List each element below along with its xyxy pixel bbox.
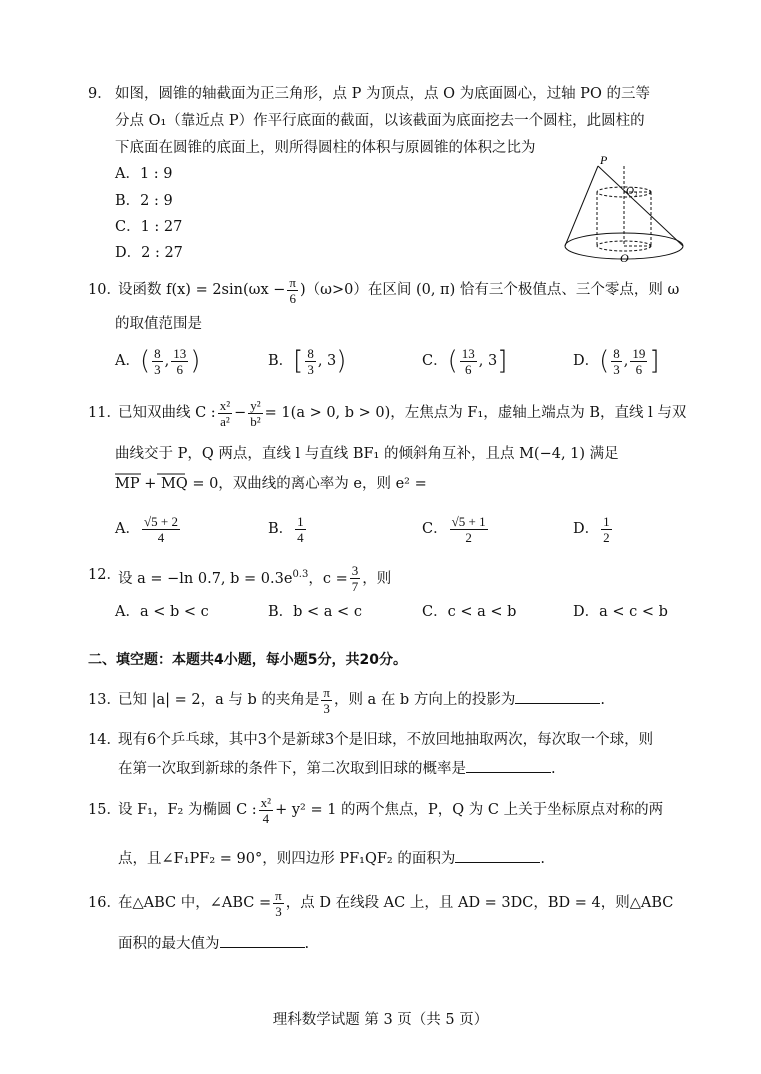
page-footer: 理科数学试题 第 3 页（共 5 页） bbox=[272, 1012, 489, 1028]
q10-a-d1: 3 bbox=[154, 361, 161, 377]
q10-option-c-label: C． bbox=[422, 353, 448, 369]
q11-option-a-label: A． bbox=[115, 521, 140, 537]
q16-line-1-b: ，点 D 在线段 AC 上，且 AD = 3DC，BD = 4，则△ABC bbox=[285, 895, 674, 911]
q13-end: . bbox=[600, 692, 605, 708]
cone-label-o: O bbox=[620, 251, 629, 265]
q10-b-tail: , 3 bbox=[317, 353, 337, 369]
q11-option-a[interactable] bbox=[115, 511, 182, 547]
q16-number: 16． bbox=[88, 895, 121, 911]
q12-option-b[interactable]: B．b < a < c bbox=[268, 604, 362, 620]
q15-frac-num: x² bbox=[260, 794, 272, 810]
q12-option-d[interactable]: D．a < c < b bbox=[573, 604, 668, 620]
q9-option-d[interactable]: D．2 : 27 bbox=[115, 245, 183, 261]
q9-option-a[interactable]: A．1 : 9 bbox=[115, 166, 173, 182]
cone-label-p: P bbox=[600, 153, 608, 167]
q11-f2-num: y² bbox=[250, 397, 261, 413]
q10-d-n1: 8 bbox=[613, 345, 620, 361]
q11-option-d[interactable] bbox=[573, 511, 614, 547]
q11-option-d-label: D． bbox=[573, 521, 600, 537]
q10-c-d1: 6 bbox=[465, 361, 472, 377]
q10-option-a[interactable]: A．( $\frac{8}{3}$ , $\frac{13}{6}$ ) bbox=[115, 345, 201, 377]
q10-option-b[interactable]: B．[ $\frac{8}{3}$ , 3) bbox=[268, 345, 347, 377]
q10-number: 10． bbox=[88, 282, 121, 298]
q11-number: 11． bbox=[88, 405, 121, 421]
q13-line-1 bbox=[118, 682, 605, 718]
q12-line-1-b: ，c = bbox=[308, 570, 348, 587]
q13-text-a: 已知 |a| = 2，a 与 b 的夹角是 bbox=[118, 692, 320, 708]
q12-line-1-a: 设 a = −ln 0.7, b = 0.3e bbox=[118, 570, 293, 587]
q14-line-2 bbox=[118, 758, 556, 779]
q10-c-n1: 13 bbox=[461, 345, 475, 361]
q11-d-den: 2 bbox=[603, 529, 610, 545]
q10-option-d-label: D． bbox=[573, 353, 600, 369]
q11-line-3: MP + MQ = 0，双曲线的离心率为 e，则 e² = bbox=[115, 476, 427, 492]
q11-option-c-label: C． bbox=[422, 521, 448, 537]
q10-option-c[interactable]: C．( $\frac{13}{6}$ , 3] bbox=[422, 345, 508, 377]
q15-line-1 bbox=[118, 792, 663, 828]
q11-minus: − bbox=[234, 405, 247, 421]
q10-option-a-label: A． bbox=[115, 353, 140, 369]
q10-frac-den: 6 bbox=[289, 290, 296, 306]
q10-a-n2: 13 bbox=[173, 345, 187, 361]
q12-exponent: 0.3 bbox=[292, 569, 309, 580]
q12-number: 12． bbox=[88, 567, 121, 583]
q11-a-num: √5 + 2 bbox=[143, 513, 178, 529]
q9-option-c[interactable]: C．1 : 27 bbox=[115, 219, 183, 235]
q16-frac-num: π bbox=[275, 887, 282, 903]
q12-option-c[interactable]: C．c < a < b bbox=[422, 604, 517, 620]
q13-number: 13． bbox=[88, 692, 121, 708]
q10-a-d2: 6 bbox=[176, 361, 183, 377]
q16-line-1-a: 在△ABC 中，∠ABC = bbox=[118, 895, 272, 911]
q10-option-d[interactable]: D．( $\frac{8}{3}$ , $\frac{19}{6}$ ] bbox=[573, 345, 660, 377]
q15-line-1-a: 设 F₁，F₂ 为椭圆 C : bbox=[118, 802, 257, 818]
q10-frac-num: π bbox=[289, 274, 296, 290]
q9-option-b[interactable]: B．2 : 9 bbox=[115, 193, 173, 209]
q12-frac-num: 3 bbox=[351, 563, 359, 579]
q10-line-1 bbox=[118, 272, 679, 308]
q11-f1-den: a² bbox=[220, 413, 230, 429]
q11-d-num: 1 bbox=[603, 513, 610, 529]
cone-figure bbox=[560, 152, 690, 267]
q15-line-2-text: 点，且∠F₁PF₂ = 90°，则四边形 PF₁QF₂ 的面积为 bbox=[118, 851, 456, 867]
q16-line-2 bbox=[118, 933, 309, 954]
q13-frac-num: π bbox=[323, 684, 330, 700]
q10-d-n2: 19 bbox=[632, 345, 646, 361]
q9-line-3: 下底面在圆锥的底面上，则所得圆柱的体积与原圆锥的体积之比为 bbox=[115, 140, 536, 156]
q10-d-d1: 3 bbox=[613, 361, 620, 377]
q14-line-1: 现有6个乒乓球，其中3个是新球3个是旧球，不放回地抽取两次，每次取一个球，则 bbox=[118, 732, 654, 748]
q16-line-2-text: 面积的最大值为 bbox=[118, 936, 220, 952]
q14-number: 14． bbox=[88, 732, 121, 748]
q12-line-1 bbox=[118, 557, 391, 597]
q16-answer-blank[interactable] bbox=[220, 933, 305, 948]
q10-b-d1: 3 bbox=[307, 361, 314, 377]
q14-line-2-text: 在第一次取到新球的条件下，第二次取到旧球的概率是 bbox=[118, 761, 466, 777]
q10-line-1-b: )（ω>0）在区间 (0, π) 恰有三个极值点、三个零点，则 ω bbox=[299, 282, 680, 298]
q11-b-num: 1 bbox=[297, 513, 304, 529]
q10-fraction bbox=[287, 275, 298, 306]
vector-arrows bbox=[113, 470, 193, 478]
q12-option-a[interactable]: A．a < b < c bbox=[115, 604, 209, 620]
q10-b-n1: 8 bbox=[307, 345, 314, 361]
q11-line-1-a: 已知双曲线 C : bbox=[118, 405, 216, 421]
q11-b-den: 4 bbox=[297, 529, 304, 545]
q15-line-1-b: + y² = 1 的两个焦点，P，Q 为 C 上关于坐标原点对称的两 bbox=[275, 802, 664, 818]
q14-answer-blank[interactable] bbox=[466, 758, 551, 773]
q15-frac-den: 4 bbox=[262, 810, 270, 826]
q15-number: 15． bbox=[88, 802, 121, 818]
q11-line-1-b: = 1(a > 0, b > 0)，左焦点为 F₁，虚轴上端点为 B，直线 l 与双 bbox=[264, 405, 687, 421]
q11-line-2: 曲线交于 P，Q 两点，直线 l 与直线 BF₁ 的倾斜角互补，且点 M(−4, 1) 满足 bbox=[115, 446, 619, 462]
q15-end: . bbox=[540, 851, 545, 867]
q10-line-1-a: 设函数 f(x) = 2sin(ωx − bbox=[118, 282, 286, 298]
q12-line-1-c: ，则 bbox=[362, 570, 392, 587]
q10-c-tail: , 3 bbox=[478, 353, 498, 369]
q11-f1-num: x² bbox=[219, 397, 231, 413]
q11-c-num: √5 + 1 bbox=[451, 513, 486, 529]
q10-a-n1: 8 bbox=[154, 345, 161, 361]
q12-frac-den: 7 bbox=[351, 579, 359, 595]
q11-option-b-label: B． bbox=[268, 521, 294, 537]
q16-line-1 bbox=[118, 885, 673, 921]
q13-answer-blank[interactable] bbox=[515, 689, 600, 704]
section-2-header: 二、填空题：本题共4小题，每小题5分，共20分。 bbox=[88, 652, 407, 668]
q9-line-1: 如图，圆锥的轴截面为正三角形，点 P 为顶点，点 O 为底面圆心，过轴 PO 的三等 bbox=[115, 86, 650, 102]
q16-frac-den: 3 bbox=[275, 903, 282, 919]
q11-option-b[interactable] bbox=[268, 511, 308, 547]
q10-line-2: 的取值范围是 bbox=[115, 316, 202, 332]
q11-f2-den: b² bbox=[250, 413, 261, 429]
q15-answer-blank[interactable] bbox=[455, 848, 540, 863]
q11-line-1 bbox=[118, 395, 686, 431]
q13-frac-den: 3 bbox=[323, 700, 330, 716]
q11-a-den: 4 bbox=[157, 529, 165, 545]
q16-end: . bbox=[304, 936, 310, 952]
q11-c-den: 2 bbox=[465, 529, 472, 545]
q10-d-d2: 6 bbox=[635, 361, 643, 377]
q9-number: 9． bbox=[88, 86, 112, 102]
q9-line-2: 分点 O₁（靠近点 P）作平行底面的截面，以该截面为底面挖去一个圆柱，此圆柱的 bbox=[115, 113, 645, 129]
q14-end: . bbox=[551, 761, 556, 777]
q10-option-b-label: B． bbox=[268, 353, 294, 369]
q13-text-b: ，则 a 在 b 方向上的投影为 bbox=[333, 692, 516, 708]
q11-option-c[interactable] bbox=[422, 511, 490, 547]
q15-line-2 bbox=[118, 848, 545, 869]
cone-label-o1: O₁ bbox=[626, 185, 638, 197]
